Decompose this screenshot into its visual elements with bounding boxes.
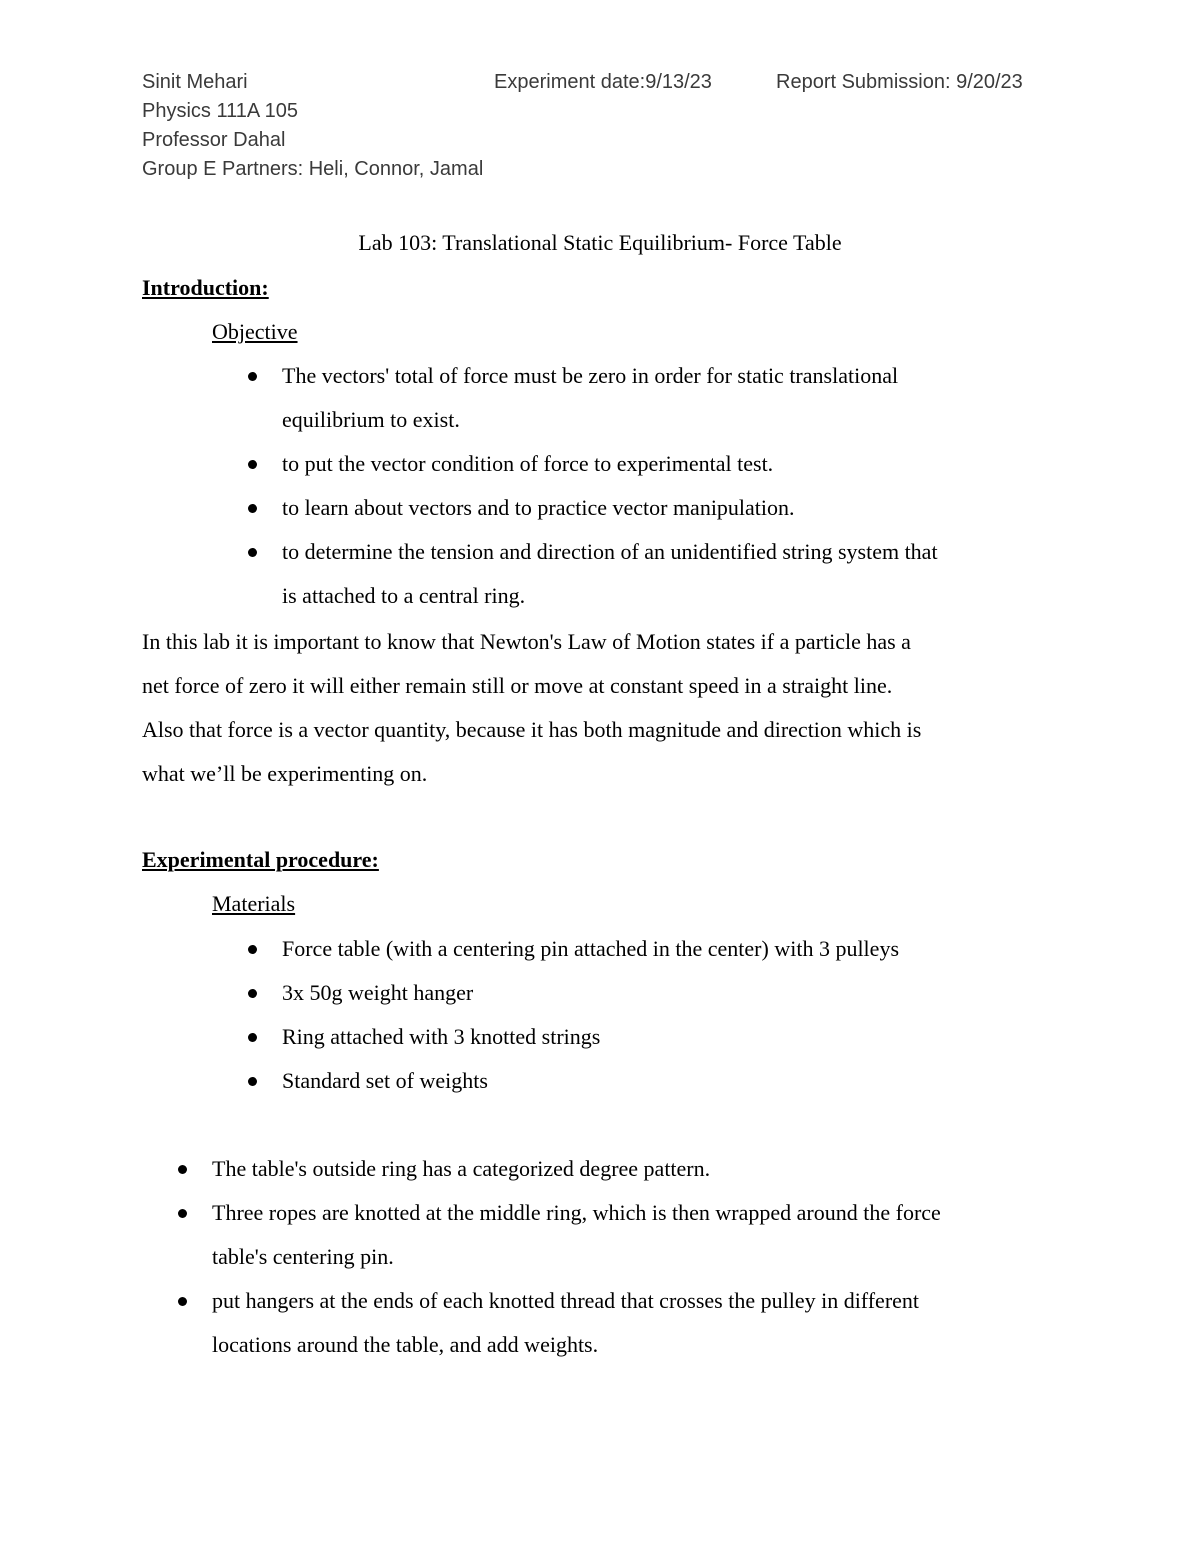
list-item <box>282 927 899 971</box>
bullet-icon <box>248 989 257 998</box>
author-name: Sinit Mehari <box>142 71 248 93</box>
objectives-list <box>282 354 938 618</box>
paragraph-line: In this lab it is important to know that Newton's Law of Motion states if a particle has a <box>142 629 911 654</box>
paragraph-line: Also that force is a vector quantity, because it has both magnitude and direction which is <box>142 717 922 742</box>
bullet-icon <box>248 372 257 381</box>
bullet-icon <box>248 548 257 557</box>
paragraph-line: what we’ll be experimenting on. <box>142 761 428 786</box>
list-item <box>282 530 938 618</box>
list-item-text: Standard set of weights <box>282 1068 488 1093</box>
list-item <box>282 1015 899 1059</box>
list-item-text: The table's outside ring has a categorized degree pattern. <box>212 1156 711 1181</box>
list-item <box>212 1147 941 1191</box>
list-item <box>282 1059 899 1103</box>
objective-heading: Objective <box>212 319 298 344</box>
procedure-heading: Experimental procedure: <box>142 847 379 872</box>
list-item-text: Ring attached with 3 knotted strings <box>282 1024 601 1049</box>
list-item-text: locations around the table, and add weights. <box>212 1332 599 1357</box>
list-item <box>282 442 938 486</box>
materials-list <box>282 927 899 1103</box>
list-item <box>212 1279 941 1367</box>
list-item-text: put hangers at the ends of each knotted thread that crosses the pulley in different <box>212 1288 920 1313</box>
group-partners: Group E Partners: Heli, Connor, Jamal <box>142 158 484 180</box>
professor-name: Professor Dahal <box>142 129 286 151</box>
list-item <box>282 354 938 442</box>
list-item <box>212 1191 941 1279</box>
list-item <box>282 486 938 530</box>
list-item-text: Three ropes are knotted at the middle ring, which is then wrapped around the force <box>212 1200 941 1225</box>
list-item-text: Force table (with a centering pin attached in the center) with 3 pulleys <box>282 936 899 961</box>
introduction-paragraph <box>142 620 921 796</box>
list-item <box>282 971 899 1015</box>
materials-heading: Materials <box>212 891 296 916</box>
list-item-text: table's centering pin. <box>212 1244 394 1269</box>
list-item-text: is attached to a central ring. <box>282 583 526 608</box>
procedure-steps-list <box>212 1147 941 1367</box>
list-item-text: The vectors' total of force must be zero in order for static translational <box>282 363 899 388</box>
document-title: Lab 103: Translational Static Equilibrium- Force Table <box>358 230 842 255</box>
list-item-text: to determine the tension and direction of an unidentified string system that <box>282 539 938 564</box>
course-name: Physics 111A 105 <box>142 100 299 122</box>
list-item-text: 3x 50g weight hanger <box>282 980 474 1005</box>
experiment-date: Experiment date:9/13/23 <box>494 71 712 93</box>
list-item-text: to put the vector condition of force to experimental test. <box>282 451 774 476</box>
bullet-icon <box>248 1033 257 1042</box>
report-submission-date: Report Submission: 9/20/23 <box>776 71 1023 93</box>
bullet-icon <box>178 1209 187 1218</box>
bullet-icon <box>248 504 257 513</box>
paragraph-line: net force of zero it will either remain still or move at constant speed in a straight line. <box>142 673 893 698</box>
bullet-icon <box>178 1165 187 1174</box>
introduction-heading: Introduction: <box>142 275 269 300</box>
list-item-text: equilibrium to exist. <box>282 407 460 432</box>
bullet-icon <box>178 1297 187 1306</box>
list-item-text: to learn about vectors and to practice vector manipulation. <box>282 495 795 520</box>
bullet-icon <box>248 945 257 954</box>
bullet-icon <box>248 1077 257 1086</box>
bullet-icon <box>248 460 257 469</box>
